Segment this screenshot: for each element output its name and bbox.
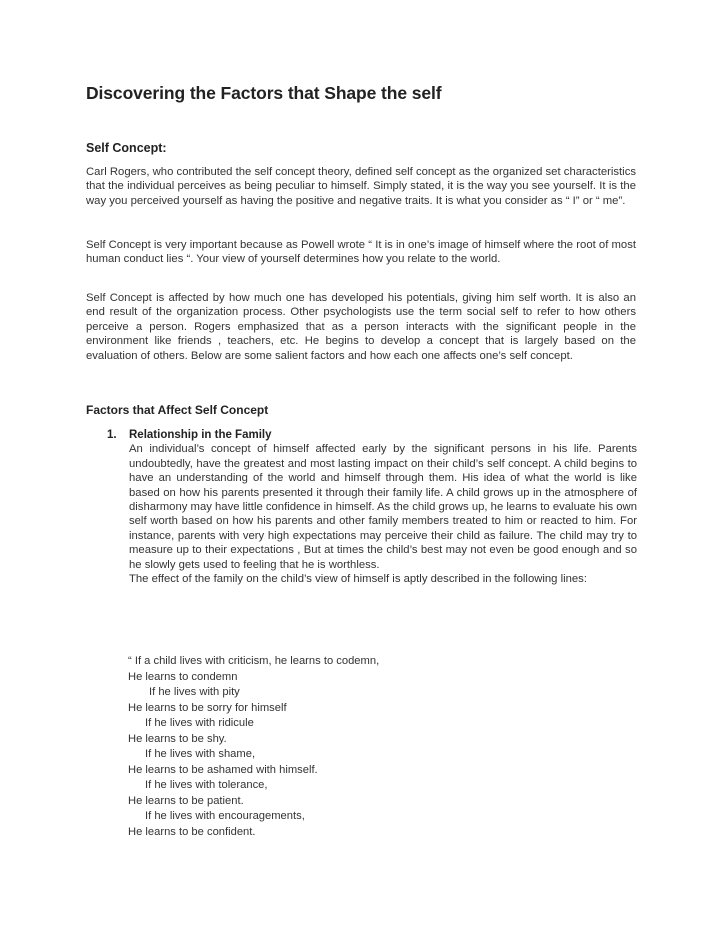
paragraph: Carl Rogers, who contributed the self concept theory, defined self concept as the organized set characteristics that the individual perceives as being peculiar to himself. Simply stated, it is the way you see yourself. It is the way you perceived yourself as having the positive and negative traits. It is what you consider as “ I” or “ me”. xyxy=(86,166,636,207)
poem-line: He learns to be sorry for himself xyxy=(128,701,287,714)
section-heading-factors: Factors that Affect Self Concept xyxy=(86,403,269,417)
poem-line: He learns to be ashamed with himself. xyxy=(128,763,318,776)
list-item-number: 1. xyxy=(107,429,117,441)
poem xyxy=(128,654,528,840)
poem-line: “ If a child lives with criticism, he learns to codemn, xyxy=(128,655,380,667)
document-title: Discovering the Factors that Shape the self xyxy=(86,83,442,103)
poem-line: He learns to be patient. xyxy=(128,794,244,807)
factors-list xyxy=(107,428,637,586)
poem-line: He learns to be shy. xyxy=(128,732,227,745)
section-heading-self-concept: Self Concept: xyxy=(86,141,167,155)
poem-line: If he lives with pity xyxy=(149,686,240,698)
list-item xyxy=(107,428,637,586)
list-item-body xyxy=(129,428,637,586)
list-item-heading: Relationship in the Family xyxy=(129,429,272,441)
paragraph: Self Concept is affected by how much one has developed his potentials, giving him self worth. It is also an end result of the organization process. Other psychologists use the term social self to refer to how others perceive a person. Rogers emphasized that as a person interacts with the significant people in the environment like friends , teachers, etc. He begins to develop a concept that is largely based on the evaluation of others. Below are some salient factors and how each one affects one’s self concept. xyxy=(86,292,636,362)
poem-line: He learns to be confident. xyxy=(128,825,256,838)
poem-line: If he lives with encouragements, xyxy=(145,810,305,822)
poem-line: If he lives with shame, xyxy=(145,748,256,760)
poem-line: If he lives with ridicule xyxy=(145,717,254,729)
poem-line: He learns to condemn xyxy=(128,670,238,683)
list-item-text-continued: The effect of the family on the child’s view of himself is aptly described in the following lines: xyxy=(129,573,587,586)
paragraph: Self Concept is very important because as Powell wrote “ It is in one’s image of himself where the root of most human conduct lies “. Your view of yourself determines how you relate to the world. xyxy=(86,239,636,266)
poem-line: If he lives with tolerance, xyxy=(145,779,268,791)
list-item-text: An individual’s concept of himself affected early by the significant persons in his life. Parents undoubtedly, have the greatest and most lasting impact on their child’s self concept. A child begins to have an understanding of the world and himself through them. His idea of what the world is like based on how his parents presented it through their family life. A child grows up in the atmosphere of disharmony may have little confidence in himself. As the child grows up, he learns to evaluate his own self worth based on how his parents and other family members treated to him or reacted to him. For instance, parents with very high expectations may perceive their child as failure. The child may try to measure up to their expectations , But at times the child’s best may not even be good enough and so he slowly gets used to feeling that he is worthless. xyxy=(129,443,638,571)
